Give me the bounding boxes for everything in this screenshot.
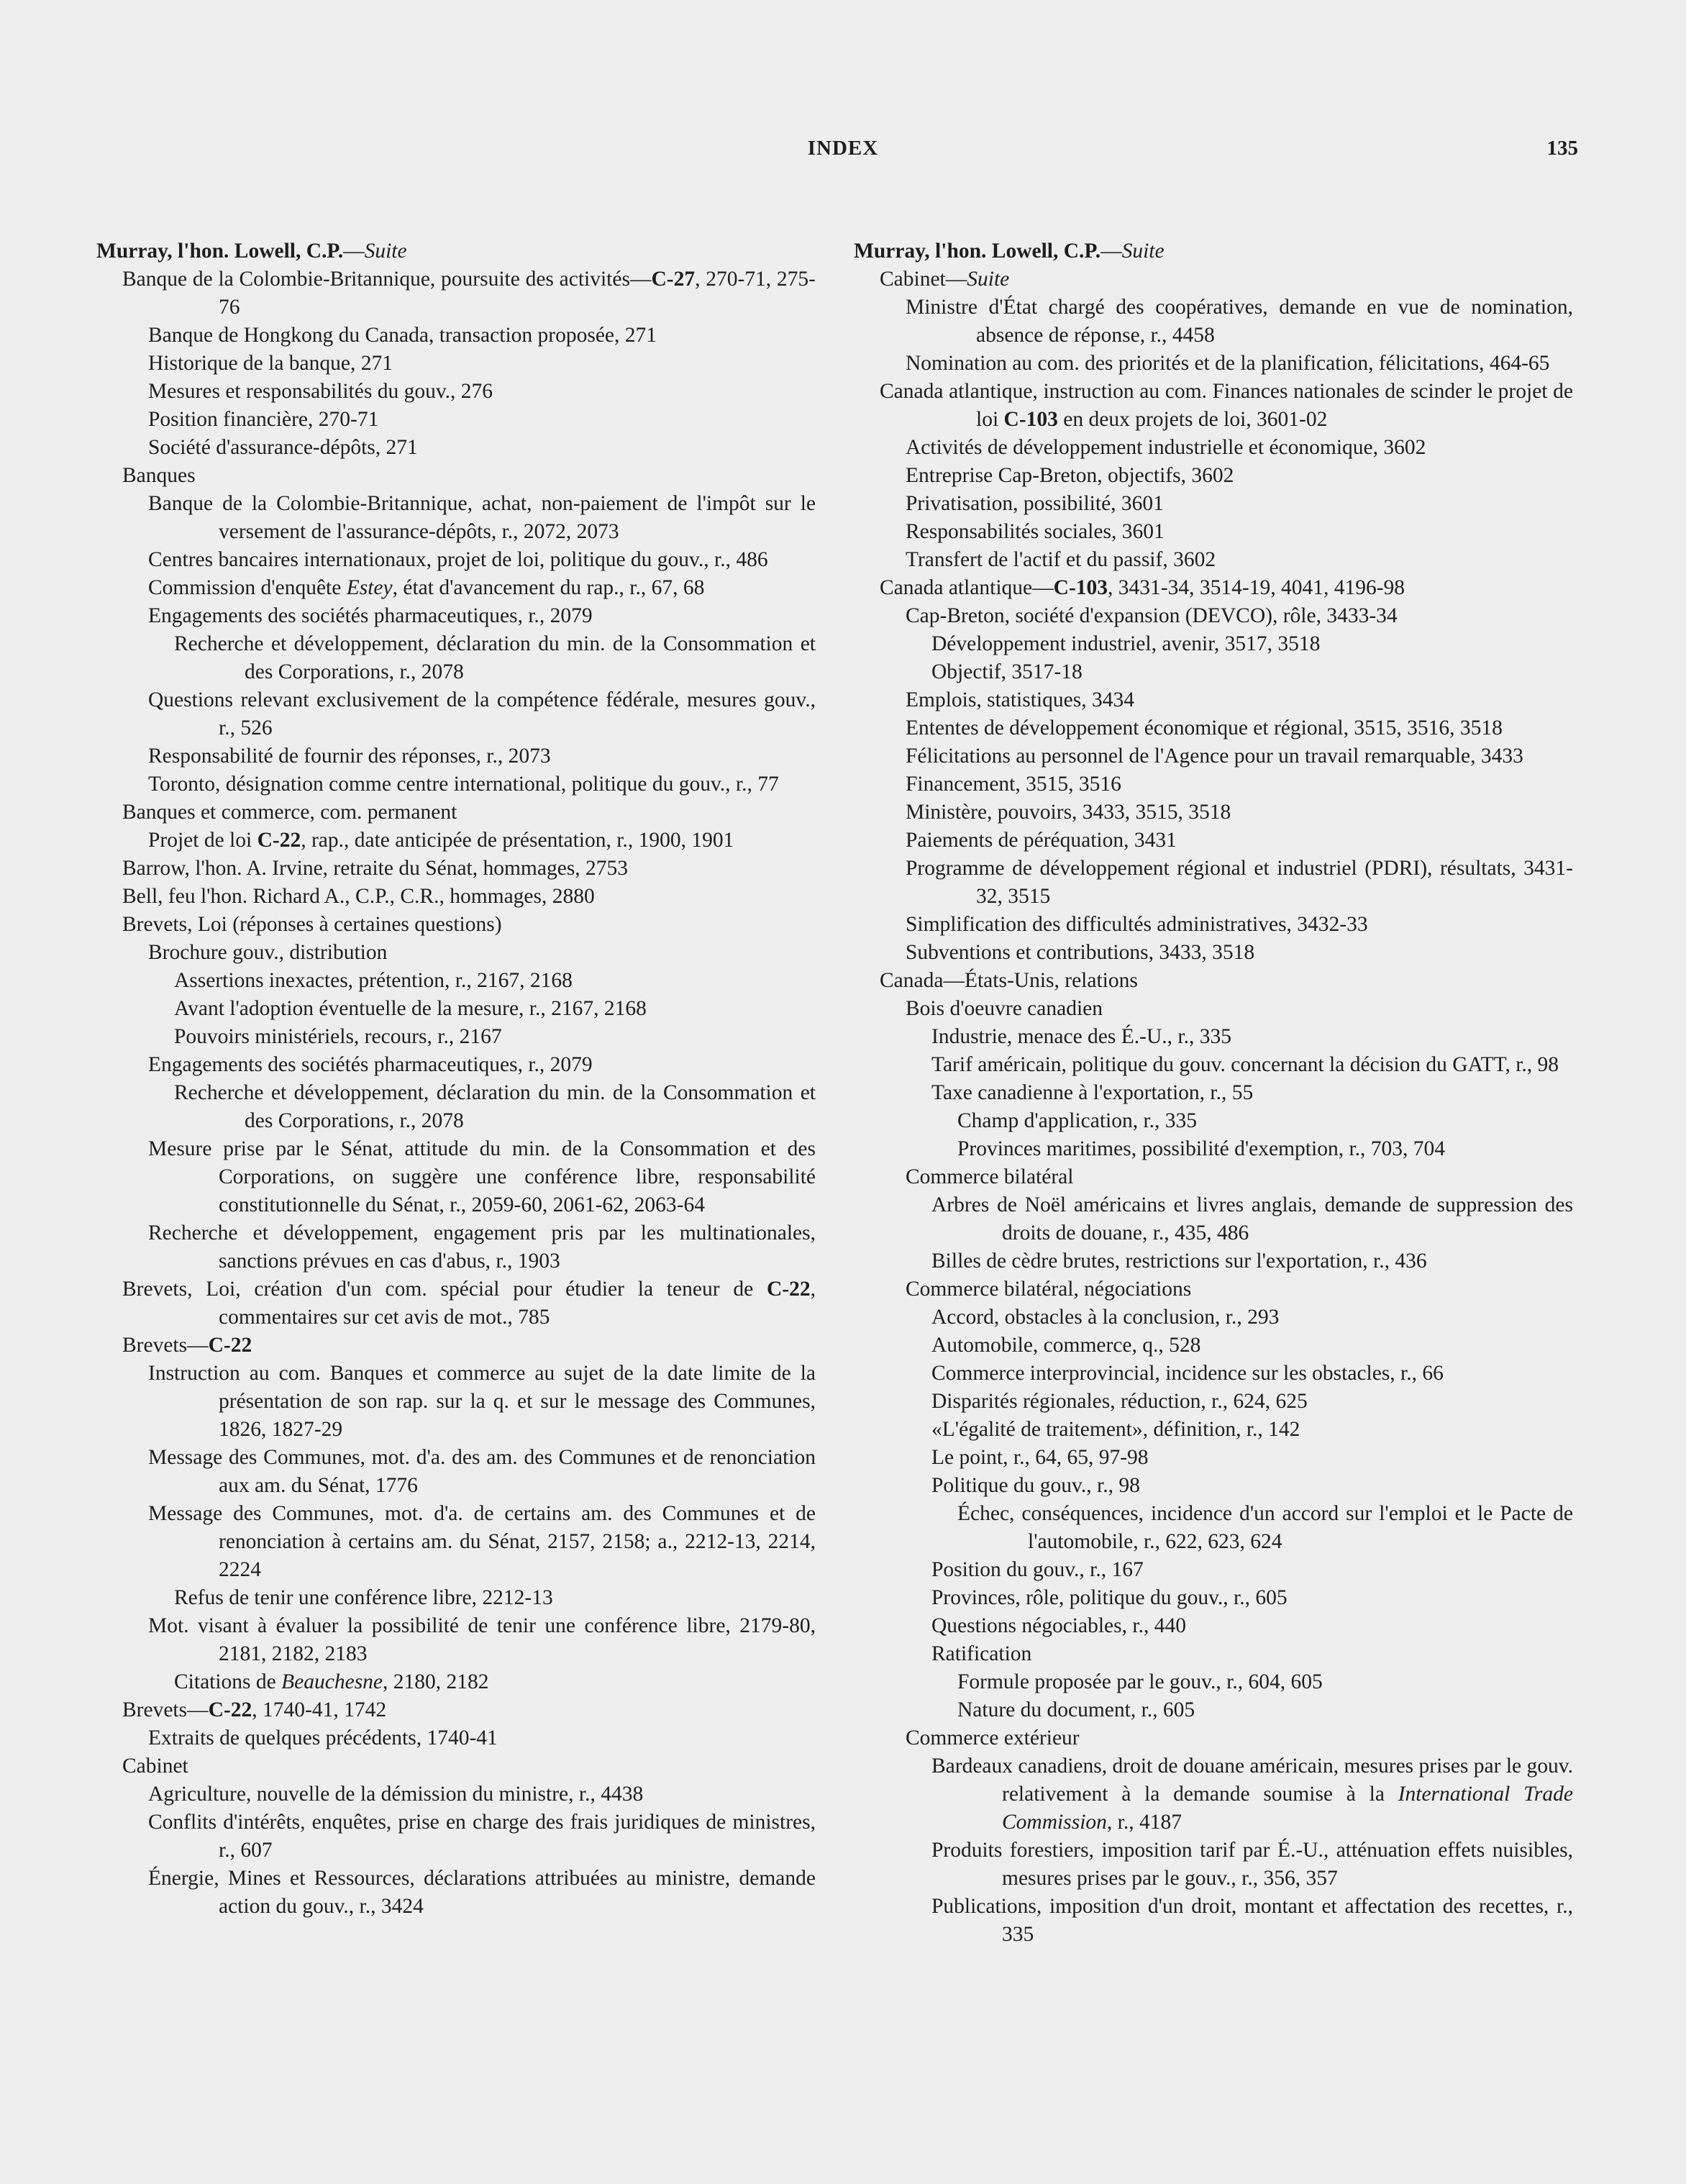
index-entry: Ratification xyxy=(931,1642,1032,1665)
index-entry: Commerce bilatéral xyxy=(906,1165,1074,1188)
index-entry: Canada atlantique, instruction au com. Finances nationales de scinder le projet de loi C-103 en deux projets de loi, 3601-02 xyxy=(880,380,1573,431)
index-entry: Recherche et développement, déclaration du min. de la Consommation et des Corporations, r., 2078 xyxy=(174,632,816,683)
index-entry: Disparités régionales, réduction, r., 624, 625 xyxy=(931,1390,1308,1413)
index-entry: Commerce bilatéral, négociations xyxy=(906,1278,1192,1301)
index-entry: Arbres de Noël américains et livres anglais, demande de suppression des droits de douane, r., 435, 486 xyxy=(931,1193,1573,1245)
index-entry: Responsabilité de fournir des réponses, r., 2073 xyxy=(148,745,551,768)
index-entry: Canada—États-Unis, relations xyxy=(880,969,1138,992)
index-entry: Historique de la banque, 271 xyxy=(148,352,393,375)
index-entry: Industrie, menace des É.-U., r., 335 xyxy=(931,1025,1231,1048)
index-heading: Murray, l'hon. Lowell, C.P.—Suite xyxy=(854,240,1165,263)
index-entry: Avant l'adoption éventuelle de la mesure, r., 2167, 2168 xyxy=(174,997,647,1020)
index-entry: Projet de loi C-22, rap., date anticipée de présentation, r., 1900, 1901 xyxy=(148,829,734,852)
index-entry: Nomination au com. des priorités et de la planification, félicitations, 464-65 xyxy=(906,352,1550,375)
index-entry: Société d'assurance-dépôts, 271 xyxy=(148,436,418,459)
index-entry: Simplification des difficultés administratives, 3432-33 xyxy=(906,913,1368,936)
index-entry: Toronto, désignation comme centre international, politique du gouv., r., 77 xyxy=(148,773,779,796)
index-entry: Refus de tenir une conférence libre, 2212-13 xyxy=(174,1586,553,1609)
index-entry: Accord, obstacles à la conclusion, r., 293 xyxy=(931,1306,1280,1329)
index-entry: Ententes de développement économique et régional, 3515, 3516, 3518 xyxy=(906,716,1503,740)
index-entry: Brevets, Loi (réponses à certaines questions) xyxy=(122,913,502,936)
index-entry: Recherche et développement, engagement pris par les multinationales, sanctions prévues en cas d'abus, r., 1903 xyxy=(148,1221,816,1273)
index-entry: Instruction au com. Banques et commerce au sujet de la date limite de la présentation de son rap. sur la q. et sur le message des Communes, 1826, 1827-29 xyxy=(148,1362,816,1441)
index-entry: Questions relevant exclusivement de la compétence fédérale, mesures gouv., r., 526 xyxy=(148,688,816,740)
index-column-right xyxy=(854,237,1573,1949)
index-entry: Provinces, rôle, politique du gouv., r., 605 xyxy=(931,1586,1288,1609)
index-entry: Commerce interprovincial, incidence sur les obstacles, r., 66 xyxy=(931,1362,1444,1385)
index-entry: Tarif américain, politique du gouv. concernant la décision du GATT, r., 98 xyxy=(931,1053,1559,1076)
index-entry: Billes de cèdre brutes, restrictions sur l'exportation, r., 436 xyxy=(931,1250,1427,1273)
index-entry: Ministère, pouvoirs, 3433, 3515, 3518 xyxy=(906,801,1231,824)
index-entry: Financement, 3515, 3516 xyxy=(906,773,1121,796)
index-entry: Recherche et développement, déclaration du min. de la Consommation et des Corporations, r., 2078 xyxy=(174,1081,816,1132)
index-entry: Banques xyxy=(122,464,196,487)
index-entry: Barrow, l'hon. A. Irvine, retraite du Sénat, hommages, 2753 xyxy=(122,857,629,880)
index-entry: Échec, conséquences, incidence d'un accord sur l'emploi et le Pacte de l'automobile, r., 622, 623, 624 xyxy=(957,1502,1573,1553)
index-entry: Produits forestiers, imposition tarif par É.-U., atténuation effets nuisibles, mesures prises par le gouv., r., 356, 357 xyxy=(931,1839,1573,1890)
index-entry: Subventions et contributions, 3433, 3518 xyxy=(906,941,1255,964)
index-entry: Brevets, Loi, création d'un com. spécial pour étudier la teneur de C-22, commentaires sur cet avis de mot., 785 xyxy=(122,1278,816,1329)
index-heading: Murray, l'hon. Lowell, C.P.—Suite xyxy=(96,240,407,263)
index-entry: Engagements des sociétés pharmaceutiques, r., 2079 xyxy=(148,1053,593,1076)
index-entry: Félicitations au personnel de l'Agence pour un travail remarquable, 3433 xyxy=(906,745,1523,768)
index-entry: Mot. visant à évaluer la possibilité de tenir une conférence libre, 2179-80, 2181, 2182, 2183 xyxy=(148,1614,816,1665)
index-entry: Banque de la Colombie-Britannique, poursuite des activités—C-27, 270-71, 275-76 xyxy=(122,268,816,319)
index-entry: Commission d'enquête Estey, état d'avancement du rap., r., 67, 68 xyxy=(148,576,705,599)
index-entry: Privatisation, possibilité, 3601 xyxy=(906,492,1164,515)
index-entry: Brochure gouv., distribution xyxy=(148,941,388,964)
index-entry: Objectif, 3517-18 xyxy=(931,660,1083,683)
index-entry: Assertions inexactes, prétention, r., 2167, 2168 xyxy=(174,969,573,992)
index-entry: Le point, r., 64, 65, 97-98 xyxy=(931,1446,1149,1469)
index-entry: Publications, imposition d'un droit, montant et affectation des recettes, r., 335 xyxy=(931,1895,1573,1946)
index-entry: Cabinet xyxy=(122,1755,188,1778)
index-entry: Provinces maritimes, possibilité d'exemption, r., 703, 704 xyxy=(957,1137,1446,1160)
index-entry: Brevets—C-22 xyxy=(122,1334,252,1357)
index-entry: Paiements de péréquation, 3431 xyxy=(906,829,1177,852)
index-entry: Canada atlantique—C-103, 3431-34, 3514-19, 4041, 4196-98 xyxy=(880,576,1405,599)
index-entry: Entreprise Cap-Breton, objectifs, 3602 xyxy=(906,464,1234,487)
index-entry: Extraits de quelques précédents, 1740-41 xyxy=(148,1726,498,1750)
page-number: 135 xyxy=(1546,137,1578,160)
index-entry: Transfert de l'actif et du passif, 3602 xyxy=(906,548,1216,571)
index-entry: Mesures et responsabilités du gouv., 276 xyxy=(148,380,493,403)
index-entry: Nature du document, r., 605 xyxy=(957,1698,1195,1721)
page-header xyxy=(0,137,1686,173)
index-entry: Commerce extérieur xyxy=(906,1726,1080,1750)
index-entry: Automobile, commerce, q., 528 xyxy=(931,1334,1201,1357)
index-entry: Banques et commerce, com. permanent xyxy=(122,801,457,824)
index-entry: Emplois, statistiques, 3434 xyxy=(906,688,1134,711)
index-entry: Pouvoirs ministériels, recours, r., 2167 xyxy=(174,1025,502,1048)
index-entry: Position financière, 270-71 xyxy=(148,408,379,431)
index-entry: Champ d'application, r., 335 xyxy=(957,1109,1198,1132)
index-entry: Programme de développement régional et industriel (PDRI), résultats, 3431-32, 3515 xyxy=(906,857,1573,908)
index-entry: Bardeaux canadiens, droit de douane américain, mesures prises par le gouv. relativement à la demande soumise à la International Trade Commission, r., 4187 xyxy=(931,1755,1573,1834)
index-entry: Formule proposée par le gouv., r., 604, 605 xyxy=(957,1670,1323,1693)
index-entry: Questions négociables, r., 440 xyxy=(931,1614,1186,1637)
index-entry: Cap-Breton, société d'expansion (DEVCO), rôle, 3433-34 xyxy=(906,604,1398,627)
index-entry: Bell, feu l'hon. Richard A., C.P., C.R., hommages, 2880 xyxy=(122,885,595,908)
index-entry: Engagements des sociétés pharmaceutiques, r., 2079 xyxy=(148,604,593,627)
index-entry: Cabinet—Suite xyxy=(880,268,1010,291)
index-entry: Politique du gouv., r., 98 xyxy=(931,1474,1140,1497)
index-entry: Citations de Beauchesne, 2180, 2182 xyxy=(174,1670,489,1693)
index-entry: Agriculture, nouvelle de la démission du ministre, r., 4438 xyxy=(148,1783,644,1806)
index-entry: Banque de Hongkong du Canada, transaction proposée, 271 xyxy=(148,324,657,347)
page-title: INDEX xyxy=(807,137,879,160)
index-entry: «L'égalité de traitement», définition, r., 142 xyxy=(931,1418,1300,1441)
index-entry: Développement industriel, avenir, 3517, 3518 xyxy=(931,632,1321,655)
index-entry: Position du gouv., r., 167 xyxy=(931,1558,1144,1581)
index-entry: Ministre d'État chargé des coopératives, demande en vue de nomination, absence de réponse, r., 4458 xyxy=(906,296,1573,347)
index-entry: Activités de développement industrielle et économique, 3602 xyxy=(906,436,1426,459)
index-entry: Message des Communes, mot. d'a. de certains am. des Communes et de renonciation à certains am. du Sénat, 2157, 2158; a., 2212-13, 2214, 2224 xyxy=(148,1502,816,1581)
index-entry: Bois d'oeuvre canadien xyxy=(906,997,1103,1020)
index-entry: Message des Communes, mot. d'a. des am. des Communes et de renonciation aux am. du Sénat, 1776 xyxy=(148,1446,816,1497)
index-entry: Responsabilités sociales, 3601 xyxy=(906,520,1165,543)
index-entry: Mesure prise par le Sénat, attitude du min. de la Consommation et des Corporations, on suggère une conférence libre, responsabilité constitutionnelle du Sénat, r., 2059-60, 2061-62, 2063-64 xyxy=(148,1137,816,1216)
index-entry: Brevets—C-22, 1740-41, 1742 xyxy=(122,1698,387,1721)
index-entry: Énergie, Mines et Ressources, déclarations attribuées au ministre, demande action du gouv., r., 3424 xyxy=(148,1867,816,1918)
index-entry: Banque de la Colombie-Britannique, achat, non-paiement de l'impôt sur le versement de l'assurance-dépôts, r., 2072, 2073 xyxy=(148,492,816,543)
index-entry: Taxe canadienne à l'exportation, r., 55 xyxy=(931,1081,1254,1104)
index-entry: Conflits d'intérêts, enquêtes, prise en charge des frais juridiques de ministres, r., 607 xyxy=(148,1811,816,1862)
index-column-left xyxy=(96,237,816,1921)
index-entry: Centres bancaires internationaux, projet de loi, politique du gouv., r., 486 xyxy=(148,548,768,571)
